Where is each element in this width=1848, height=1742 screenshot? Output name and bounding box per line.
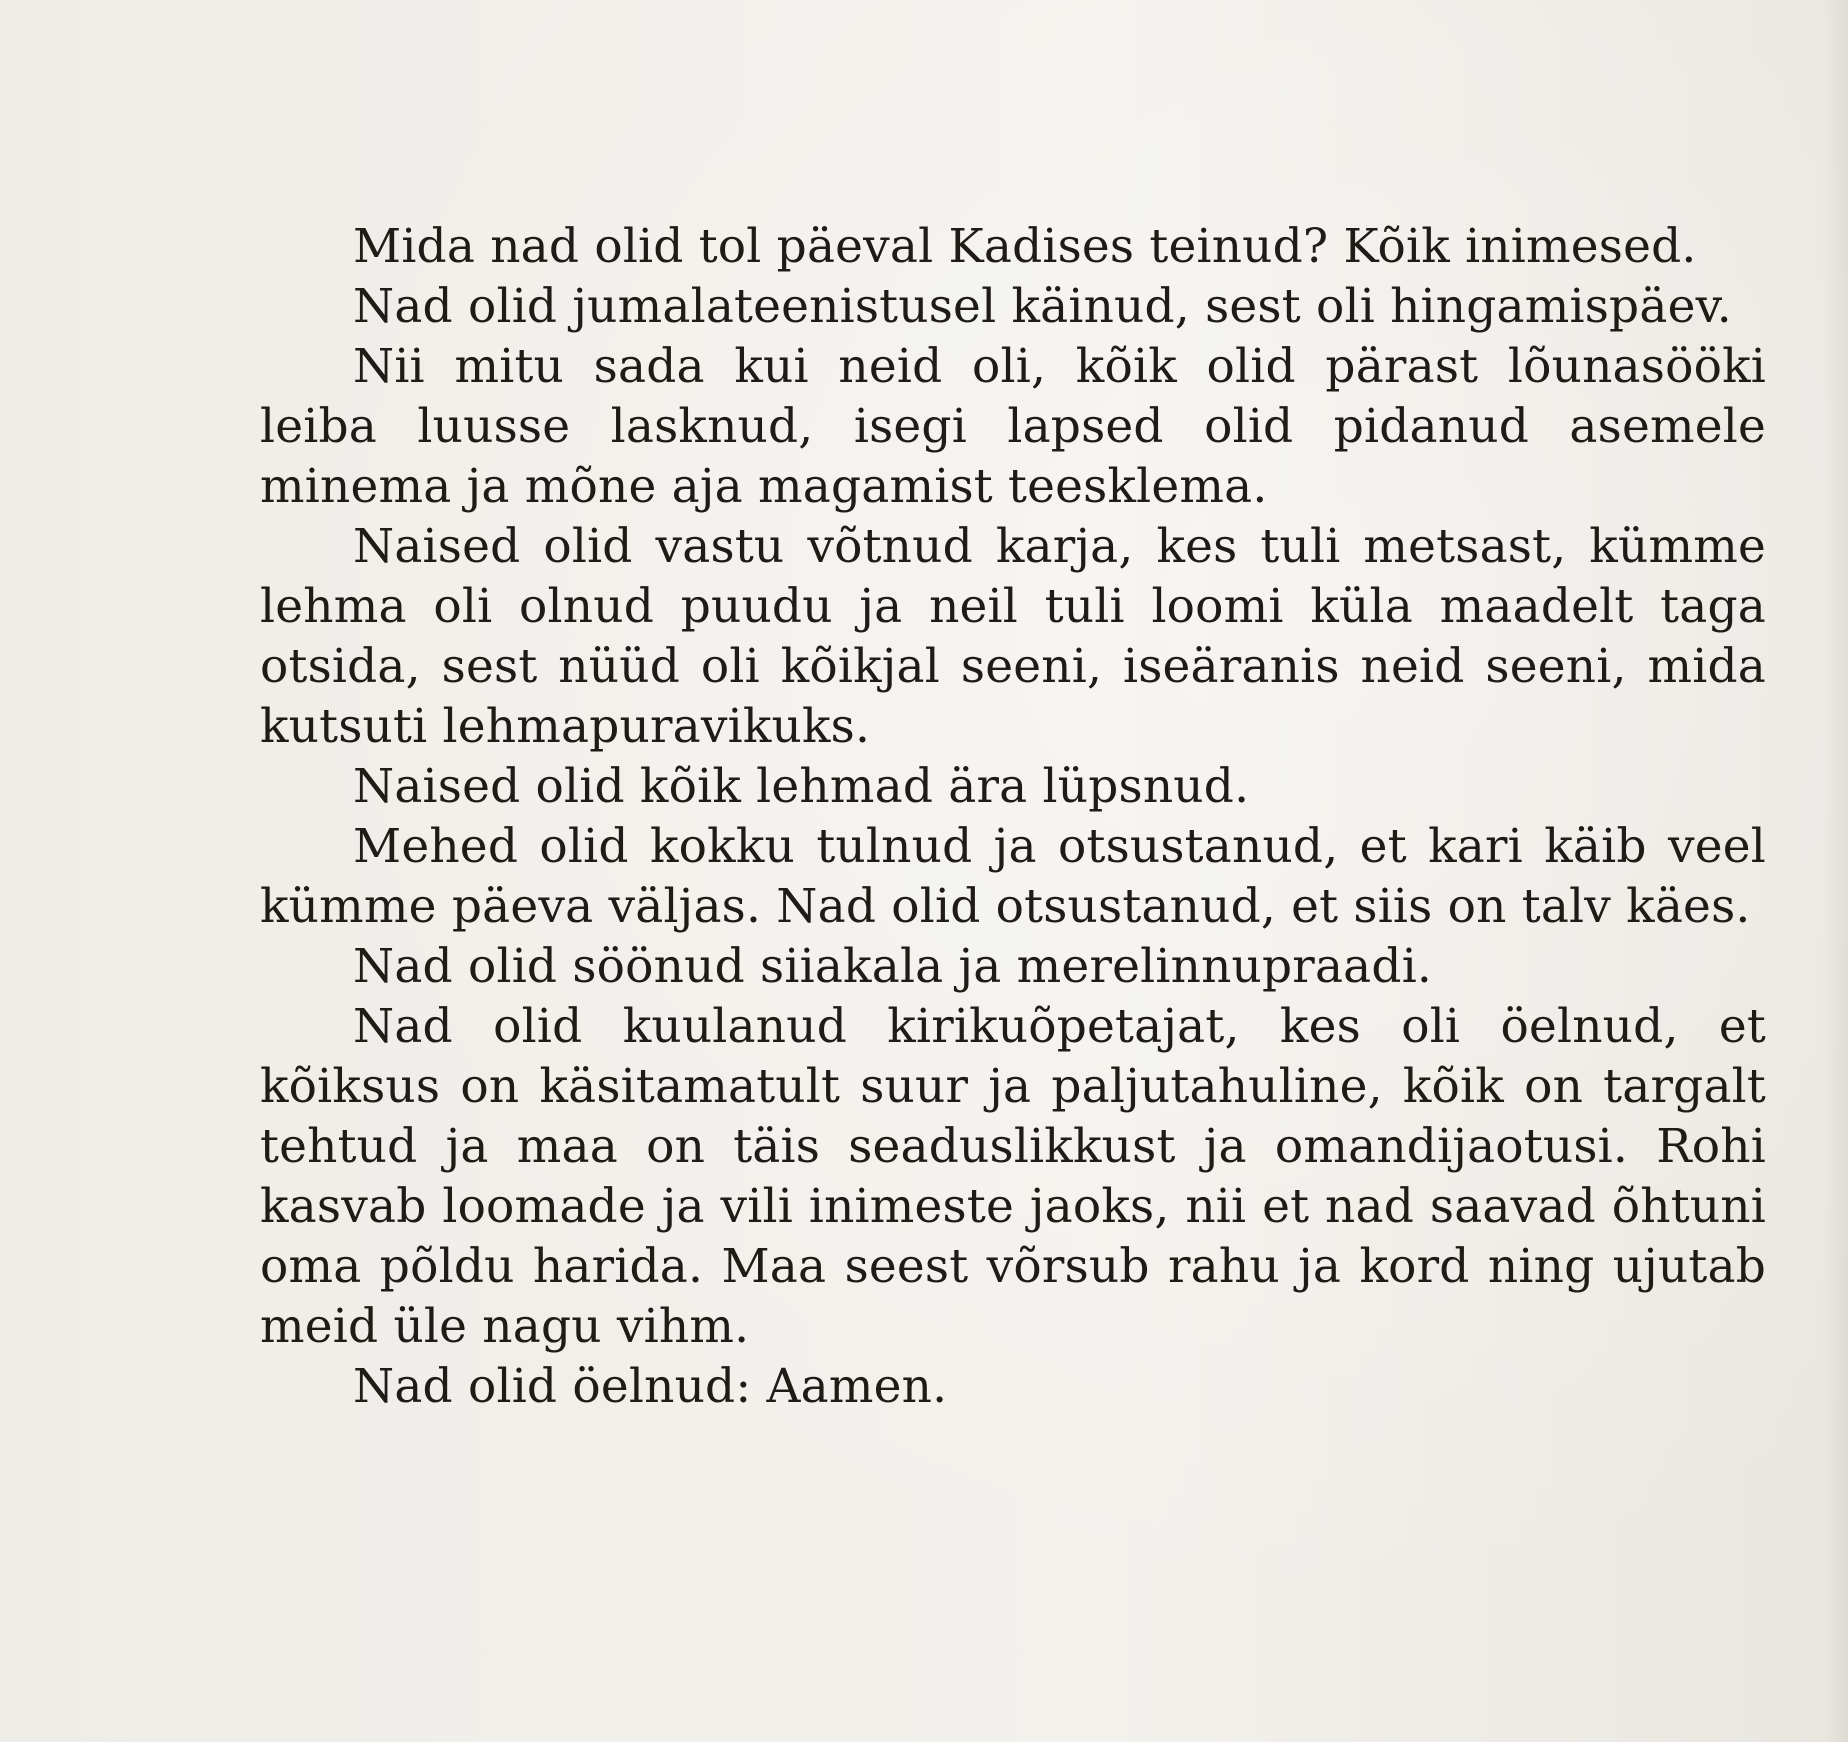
- paragraph: Nad olid öelnud: Aamen.: [353, 1359, 948, 1414]
- body-text: [260, 217, 1766, 1417]
- paragraph: Nad olid söönud siiakala ja merelinnupraadi.: [353, 939, 1433, 994]
- page-edge-shadow: [1824, 0, 1848, 1742]
- paragraph: Nad olid kuulanud kirikuõpetajat, kes oli öelnud, et kõiksus on käsitamatult suur ja paljutahuline, kõik on targalt tehtud ja maa on täis seaduslikkust ja omandijaotusi. Rohi kasvab loomade ja vili inimeste jaoks, nii et nad saavad õhtuni oma põldu harida. Maa seest võrsub rahu ja kord ning ujutab meid üle nagu vihm.: [260, 999, 1766, 1354]
- paragraph: Nii mitu sada kui neid oli, kõik olid pärast lõunasööki leiba luusse lasknud, isegi lapsed olid pidanud asemele minema ja mõne aja magamist teesklema.: [260, 339, 1766, 514]
- paragraph: Mehed olid kokku tulnud ja otsustanud, et kari käib veel kümme päeva väljas. Nad olid otsustanud, et siis on talv käes.: [260, 819, 1766, 934]
- paragraph: Nad olid jumalateenistusel käinud, sest oli hingamispäev.: [353, 279, 1732, 334]
- paragraph: Mida nad olid tol päeval Kadises teinud? Kõik inimesed.: [353, 219, 1697, 274]
- paragraph: Naised olid kõik lehmad ära lüpsnud.: [353, 759, 1250, 814]
- paragraph: Naised olid vastu võtnud karja, kes tuli metsast, kümme lehma oli olnud puudu ja neil tuli loomi küla maadelt taga otsida, sest nüüd oli kõikjal seeni, iseäranis neid seeni, mida kutsuti lehmapuravikuks.: [260, 519, 1766, 754]
